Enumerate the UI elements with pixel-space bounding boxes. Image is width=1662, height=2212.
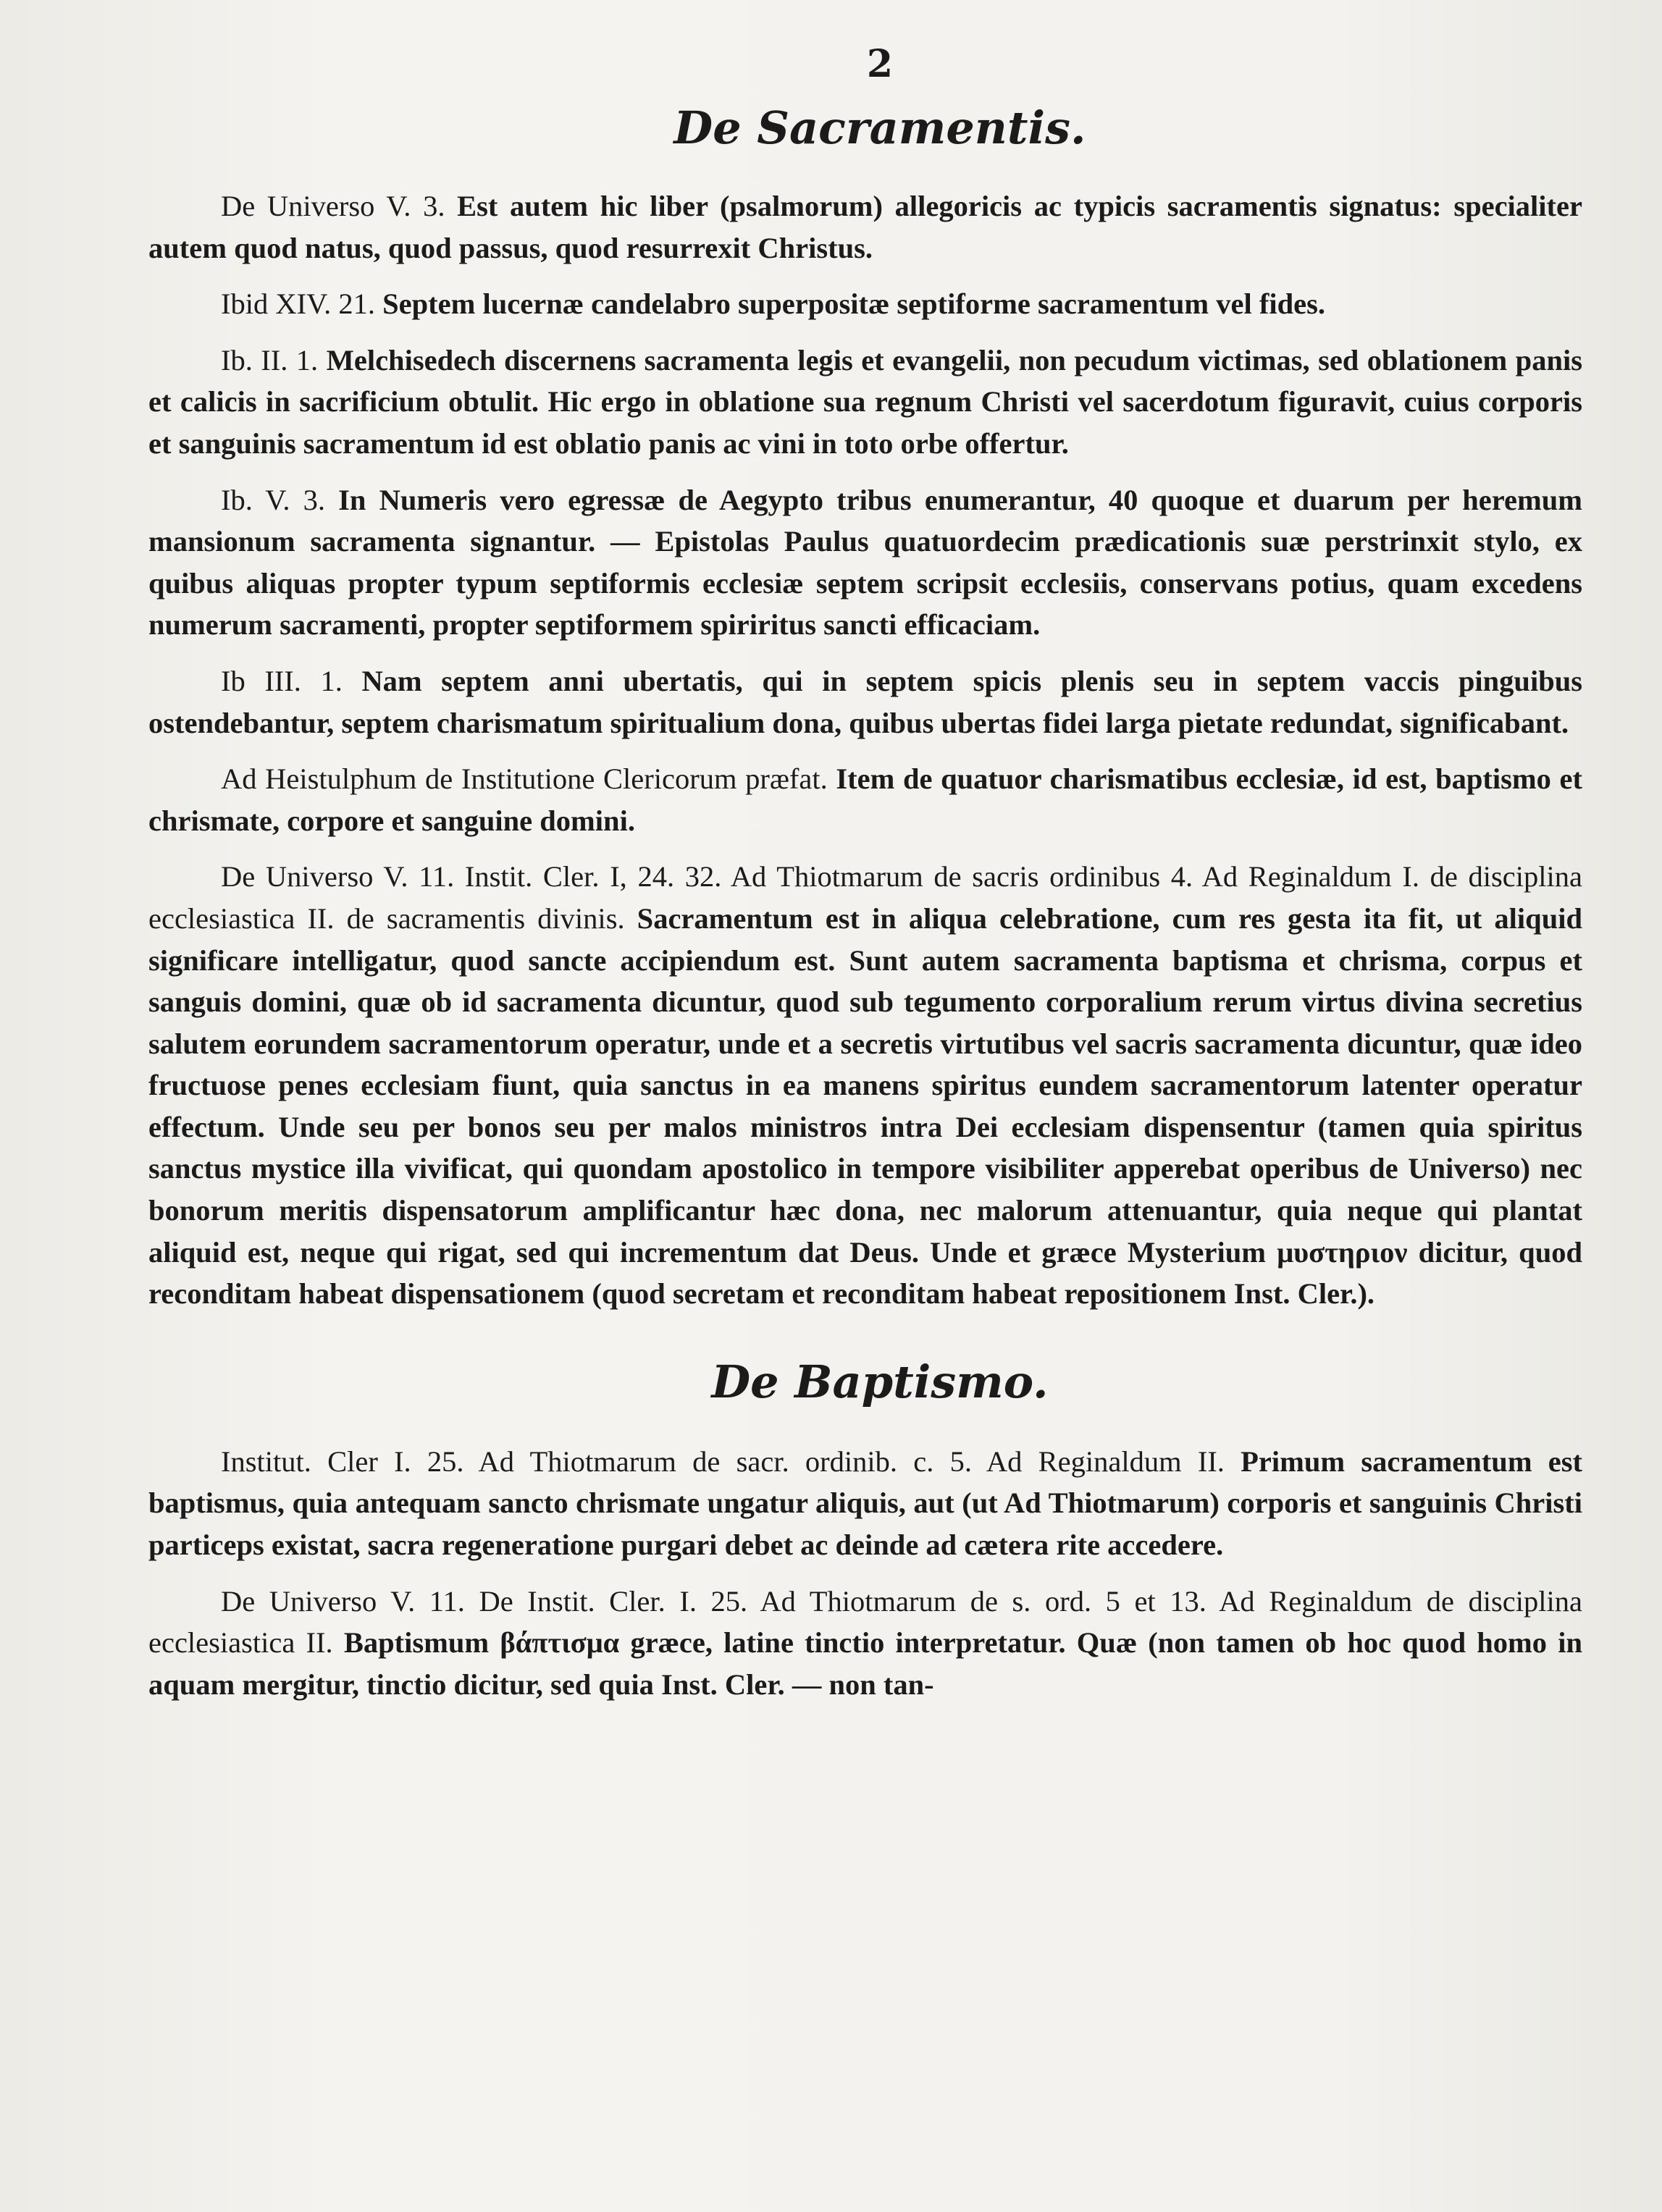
entry-text: In Numeris vero egressæ de Aegypto tribus enumerantur, 40 quoque et duarum per heremum mansionum sacramenta signantur. — Epistolas Paulus quatuordecim prædicationis suæ perstrinxit stylo, ex quibus aliquas propter typum septiformis ecclesiæ septem scripsit ecclesiis, conservans potius, quam excedens numerum sacramenti, propter septiformem spiriritus sancti efficaciam. [148,483,1582,642]
entry-reference: De Universo V. 11. De Instit. Cler. I. 25. Ad Thiotmarum de s. ord. 5 et 13. Ad Reginaldum de disciplina ecclesiastica II. [148,1584,1582,1660]
entry [148,1581,1582,1706]
entry-reference: De Universo V. 3. [221,190,445,222]
entry-reference: De Universo V. 11. Instit. Cler. I, 24. 32. Ad Thiotmarum de sacris ordinibus 4. Ad Reginaldum I. de disciplina ecclesiastica II. de sacramentis divinis. [148,860,1582,935]
entry [148,340,1582,465]
entry-text: Melchisedech discernens sacramenta legis et evangelii, non pecudum victimas, sed oblationem panis et calicis in sacrificium obtulit. Hic ergo in oblatione sua regnum Christi vel sacerdotum figuravit, cuius corporis et sanguinis sacramentum id est oblatio panis ac vini in toto orbe offertur. [148,343,1582,460]
section-baptismo [148,1441,1582,1706]
entry-text: Item de quatuor charismatibus ecclesiæ, id est, baptismo et chrismate, corpore et sanguine domini. [148,762,1582,837]
section-title-sacramentis: De Sacramentis. [673,101,1086,154]
entry [148,185,1582,269]
entry-text: Nam septem anni ubertatis, qui in septem spicis plenis seu in septem vaccis pinguibus ostendebantur, septem charismatum spiritualium dona, quibus ubertas fidei larga pietate redundat, significabant. [148,664,1582,739]
entry-text: Septem lucernæ candelabro superpositæ septiforme sacramentum vel fides. [382,287,1325,321]
entry [148,758,1582,841]
entry [148,856,1582,1315]
entry-reference: Ad Heistulphum de Institutione Clericorum præfat. [221,762,828,796]
page-number: 2 [866,42,894,86]
section-title-baptismo: De Baptismo. [711,1355,1049,1408]
entry-reference: Ibid XIV. 21. [221,287,376,321]
entry-text: Sacramentum est in aliqua celebratione, cum res gesta ita fit, ut aliquid significare intelligatur, quod sancte accipiendum est. Sunt autem sacramenta baptisma et chrisma, corpus et sanguis domini, quæ ob id sacramenta dicuntur, quod sub tegumento corporalium rerum virtus divina secretius salutem eorundem sacramentorum operatur, unde et a secretis virtutibus vel sacris sacramenta dicuntur, quæ ideo fructuose penes ecclesiam fiunt, quia sanctus in ea manens spiritus eundem sacramentorum latenter operatur effectum. Unde seu per bonos seu per malos ministros intra Dei ecclesiam dispensentur (tamen quia spiritus sanctus mystice illa vivificat, qui quondam apostolico in tempore visibiliter apperebat operibus de Universo) nec bonorum meritis dispensatorum amplificantur hæc dona, nec malorum attenuantur, quia neque qui plantat aliquid est, neque qui rigat, sed qui incrementum dat Deus. Unde et græce Mysterium μυστηριον dicitur, quod reconditam habeat dispensationem (quod secretam et reconditam habeat repositionem Inst. Cler.). [148,901,1583,1311]
entry [148,660,1582,744]
entry-reference: Ib. II. 1. [221,343,319,377]
entry [148,1441,1582,1566]
entry-reference: Ib. V. 3. [221,483,325,516]
entry-text: Est autem hic liber (psalmorum) allegoricis ac typicis sacramentis signatus: specialiter autem quod natus, quod passus, quod resurrexit Christus. [148,190,1582,264]
entry [148,283,1582,325]
entry [148,479,1582,646]
entry-text: Primum sacramentum est baptismus, quia antequam sancto chrismate ungatur aliquis, aut (ut Ad Thiotmarum) corporis et sanguinis Christi particeps existat, sacra regeneratione purgari debet ac deinde ad cætera rite accedere. [148,1444,1582,1562]
entry-reference: Ib III. 1. [221,664,343,697]
entry-text: Baptismum βάπτισμα græce, latine tinctio interpretatur. Quæ (non tamen ob hoc quod homo in aquam mergitur, tinctio dicitur, sed quia Inst. Cler. — non tan- [148,1626,1582,1701]
entry-reference: Institut. Cler I. 25. Ad Thiotmarum de sacr. ordinib. c. 5. Ad Reginaldum II. [221,1444,1225,1478]
section-sacramentis [148,185,1582,1315]
